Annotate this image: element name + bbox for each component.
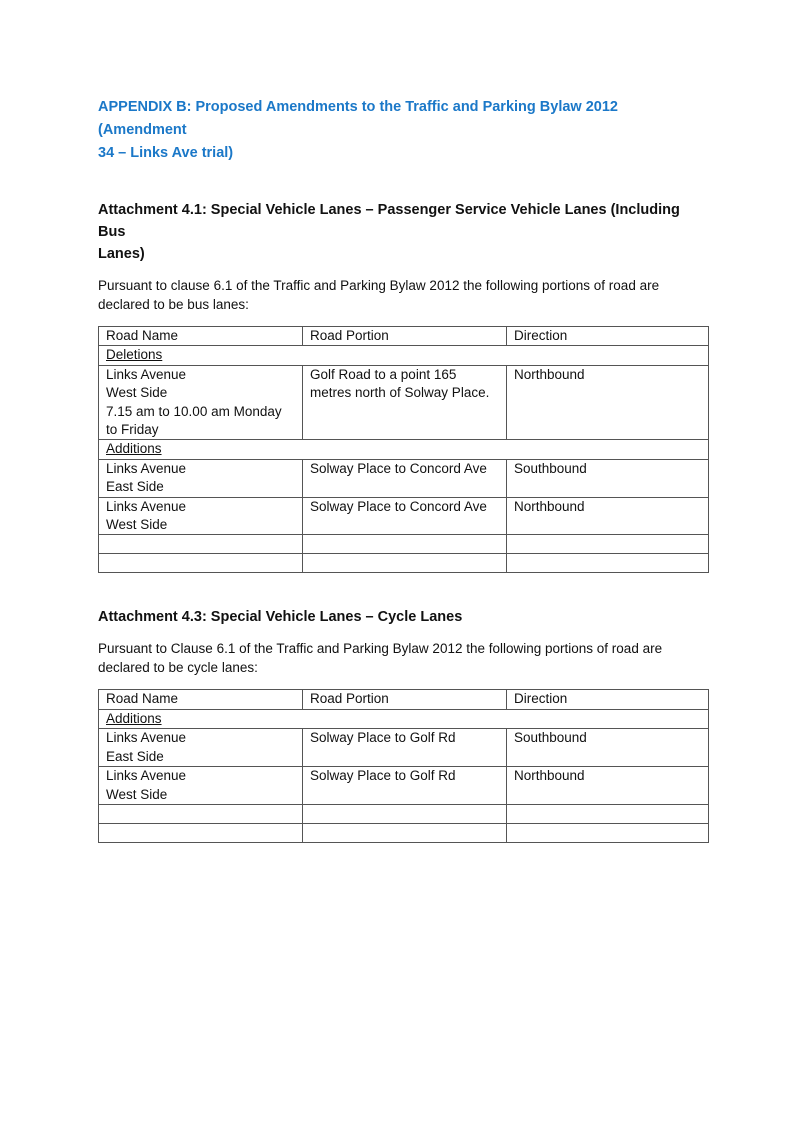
header-direction: Direction [507, 690, 709, 709]
direction-cell: Southbound [507, 459, 709, 497]
table-row [99, 365, 709, 440]
bus-lanes-intro [98, 277, 710, 314]
table-header-row [99, 690, 709, 709]
appendix-title-line: 34 – Links Ave trial) [98, 145, 234, 161]
header-direction: Direction [507, 327, 709, 346]
additions-label-cell [99, 440, 709, 459]
road-name-line: West Side [106, 786, 168, 802]
road-name-line: Links Avenue [106, 498, 187, 514]
road-name-line: Links Avenue [106, 730, 187, 746]
table-section-row [99, 709, 709, 728]
appendix-title-line: APPENDIX B: Proposed Amendments to the Traffic and Parking Bylaw 2012 (Amendment [98, 99, 618, 138]
header-road-name: Road Name [99, 690, 303, 709]
empty-cell [99, 804, 303, 823]
road-portion-line: metres north of Solway Place. [310, 385, 490, 401]
road-name-line: Links Avenue [106, 366, 187, 382]
deletions-label: Deletions [106, 347, 163, 363]
bus-lanes-table [98, 326, 709, 573]
road-portion-cell [303, 365, 507, 440]
cycle-lanes-intro [98, 640, 710, 677]
cycle-lanes-intro-line: declared to be cycle lanes: [98, 659, 258, 675]
appendix-title [98, 96, 710, 165]
header-road-portion: Road Portion [303, 327, 507, 346]
road-portion-cell: Solway Place to Concord Ave [303, 497, 507, 535]
bus-lanes-intro-line: Pursuant to clause 6.1 of the Traffic and Parking Bylaw 2012 the following portions of road are [98, 278, 660, 293]
additions-label: Additions [106, 710, 162, 726]
table-header-row [99, 327, 709, 346]
road-name-line: 7.15 am to 10.00 am Monday [106, 403, 282, 419]
road-name-cell [99, 365, 303, 440]
road-name-cell [99, 767, 303, 805]
bus-lanes-heading-line: Attachment 4.1: Special Vehicle Lanes – Passenger Service Vehicle Lanes (Including Bus [98, 202, 680, 240]
table-row [99, 767, 709, 805]
header-road-name: Road Name [99, 327, 303, 346]
road-name-line: Links Avenue [106, 460, 187, 476]
table-section-row [99, 440, 709, 459]
empty-cell [507, 535, 709, 554]
empty-cell [303, 823, 507, 842]
direction-cell: Northbound [507, 365, 709, 440]
road-portion-line: Golf Road to a point 165 [310, 366, 457, 382]
cycle-lanes-heading: Attachment 4.3: Special Vehicle Lanes – Cycle Lanes [98, 609, 463, 626]
road-name-line: East Side [106, 748, 164, 764]
direction-cell: Southbound [507, 729, 709, 767]
cycle-lanes-intro-line: Pursuant to Clause 6.1 of the Traffic and Parking Bylaw 2012 the following portions of road are [98, 641, 663, 657]
road-name-line: East Side [106, 479, 164, 495]
road-name-line: West Side [106, 385, 168, 401]
empty-cell [303, 554, 507, 573]
table-section-row [99, 346, 709, 365]
road-name-line: Links Avenue [106, 768, 187, 784]
empty-cell [507, 554, 709, 573]
road-name-cell [99, 459, 303, 497]
table-row [99, 497, 709, 535]
empty-cell [303, 535, 507, 554]
bus-lanes-heading-line: Lanes) [98, 246, 145, 262]
road-name-cell [99, 497, 303, 535]
direction-cell: Northbound [507, 497, 709, 535]
road-portion-cell: Solway Place to Golf Rd [303, 729, 507, 767]
additions-label-cell [99, 709, 709, 728]
table-row [99, 459, 709, 497]
additions-label: Additions [106, 441, 162, 457]
empty-cell [99, 823, 303, 842]
road-name-line: to Friday [106, 422, 159, 438]
empty-cell [99, 554, 303, 573]
road-portion-cell: Solway Place to Concord Ave [303, 459, 507, 497]
empty-cell [99, 535, 303, 554]
empty-cell [507, 823, 709, 842]
empty-cell [507, 804, 709, 823]
empty-row [99, 804, 709, 823]
document-page [98, 96, 710, 843]
road-portion-cell: Solway Place to Golf Rd [303, 767, 507, 805]
bus-lanes-intro-line: declared to be bus lanes: [98, 296, 249, 312]
header-road-portion: Road Portion [303, 690, 507, 709]
empty-row [99, 554, 709, 573]
empty-row [99, 823, 709, 842]
road-name-line: West Side [106, 517, 168, 533]
empty-cell [303, 804, 507, 823]
cycle-lanes-table [98, 689, 709, 842]
table-row [99, 729, 709, 767]
deletions-label-cell [99, 346, 709, 365]
road-name-cell [99, 729, 303, 767]
direction-cell: Northbound [507, 767, 709, 805]
empty-row [99, 535, 709, 554]
bus-lanes-heading [98, 199, 710, 265]
